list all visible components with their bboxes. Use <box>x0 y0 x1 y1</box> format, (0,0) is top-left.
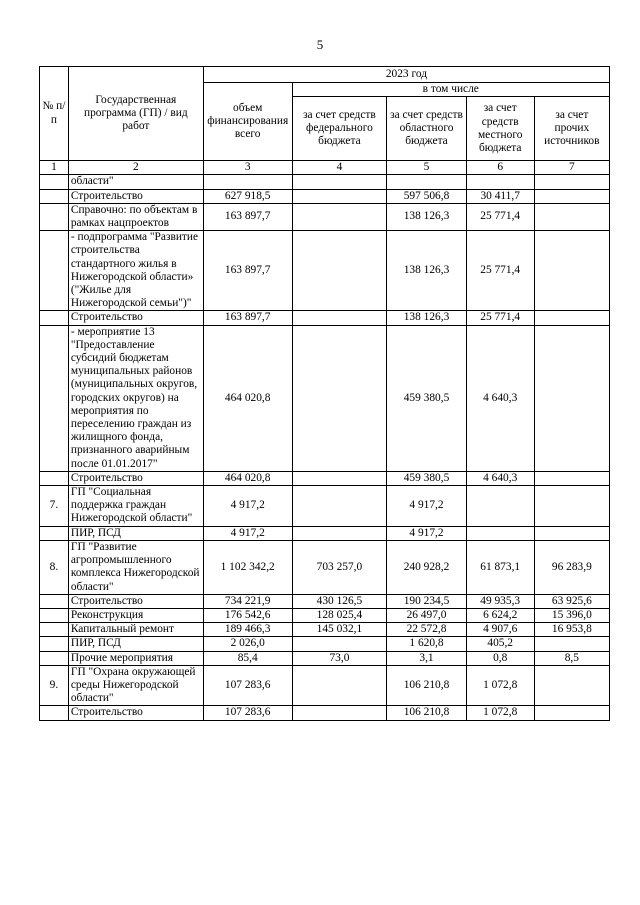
value-local: 30 411,7 <box>466 189 534 203</box>
value-total: 4 917,2 <box>203 486 292 527</box>
value-total: 189 466,3 <box>203 623 292 637</box>
row-name: Строительство <box>68 594 203 608</box>
row-name: ГП "Охрана окружающей среды Нижегородской области" <box>68 665 203 706</box>
value-regional: 106 210,8 <box>387 706 466 720</box>
value-local <box>466 175 534 189</box>
value-federal <box>292 231 387 311</box>
row-number <box>40 637 69 651</box>
value-other <box>534 311 609 325</box>
value-federal <box>292 325 387 471</box>
value-regional: 22 572,8 <box>387 623 466 637</box>
row-name: - мероприятие 13 "Предоставление субсидий бюджетам муниципальных районов (муниципальных округов, городских округов) на мероприятия по переселению граждан из жилищного фонда, признанного аварийным после 01.01.2017" <box>68 325 203 471</box>
row-number <box>40 623 69 637</box>
table-row <box>40 651 610 665</box>
value-federal <box>292 175 387 189</box>
index-cell: 7 <box>534 161 609 175</box>
value-total: 4 917,2 <box>203 526 292 540</box>
value-other: 15 396,0 <box>534 608 609 622</box>
value-total: 2 026,0 <box>203 637 292 651</box>
header-federal: за счет средств федерального бюджета <box>292 97 387 161</box>
value-regional <box>387 175 466 189</box>
row-name: ГП "Развитие агропромышленного комплекса Нижегородской области" <box>68 540 203 594</box>
index-cell: 2 <box>68 161 203 175</box>
value-regional: 4 917,2 <box>387 486 466 527</box>
value-local: 25 771,4 <box>466 231 534 311</box>
table-row <box>40 471 610 485</box>
value-federal <box>292 486 387 527</box>
row-name: Справочно: по объектам в рамках нацпроектов <box>68 203 203 230</box>
index-cell: 6 <box>466 161 534 175</box>
row-number <box>40 203 69 230</box>
header-other: за счет прочих источников <box>534 97 609 161</box>
row-number <box>40 325 69 471</box>
table-row <box>40 175 610 189</box>
value-total: 107 283,6 <box>203 706 292 720</box>
table-row <box>40 608 610 622</box>
table-body <box>40 175 610 720</box>
row-number <box>40 706 69 720</box>
row-number: 7. <box>40 486 69 527</box>
table-row <box>40 540 610 594</box>
table-row <box>40 706 610 720</box>
value-other <box>534 175 609 189</box>
value-regional: 4 917,2 <box>387 526 466 540</box>
row-number: 8. <box>40 540 69 594</box>
value-federal <box>292 311 387 325</box>
value-local <box>466 526 534 540</box>
funding-table <box>39 66 610 721</box>
value-total: 464 020,8 <box>203 325 292 471</box>
value-local <box>466 486 534 527</box>
row-name: ПИР, ПСД <box>68 526 203 540</box>
value-federal <box>292 471 387 485</box>
row-number: 9. <box>40 665 69 706</box>
row-number <box>40 175 69 189</box>
row-name: Капитальный ремонт <box>68 623 203 637</box>
index-cell: 1 <box>40 161 69 175</box>
value-federal: 145 032,1 <box>292 623 387 637</box>
value-local: 1 072,8 <box>466 665 534 706</box>
row-name: ГП "Социальная поддержка граждан Нижегородской области" <box>68 486 203 527</box>
value-total: 176 542,6 <box>203 608 292 622</box>
value-total: 85,4 <box>203 651 292 665</box>
row-number <box>40 311 69 325</box>
table-row <box>40 189 610 203</box>
header-in-total: в том числе <box>292 83 609 97</box>
value-total: 627 918,5 <box>203 189 292 203</box>
value-other <box>534 637 609 651</box>
value-regional: 459 380,5 <box>387 471 466 485</box>
value-local: 49 935,3 <box>466 594 534 608</box>
table-row <box>40 486 610 527</box>
value-regional: 106 210,8 <box>387 665 466 706</box>
value-other <box>534 325 609 471</box>
value-federal <box>292 665 387 706</box>
value-federal <box>292 189 387 203</box>
value-federal: 128 025,4 <box>292 608 387 622</box>
value-total <box>203 175 292 189</box>
value-local: 4 640,3 <box>466 325 534 471</box>
value-regional: 26 497,0 <box>387 608 466 622</box>
value-other <box>534 231 609 311</box>
row-number <box>40 594 69 608</box>
index-cell: 3 <box>203 161 292 175</box>
index-cell: 4 <box>292 161 387 175</box>
value-total: 734 221,9 <box>203 594 292 608</box>
value-local: 4 907,6 <box>466 623 534 637</box>
table-row <box>40 637 610 651</box>
value-federal: 703 257,0 <box>292 540 387 594</box>
value-total: 464 020,8 <box>203 471 292 485</box>
table-row <box>40 526 610 540</box>
value-other <box>534 665 609 706</box>
value-regional: 3,1 <box>387 651 466 665</box>
value-other: 16 953,8 <box>534 623 609 637</box>
table-row <box>40 594 610 608</box>
value-regional: 240 928,2 <box>387 540 466 594</box>
row-number <box>40 471 69 485</box>
row-name: Строительство <box>68 189 203 203</box>
value-local: 405,2 <box>466 637 534 651</box>
header-total: объем финансирования всего <box>203 83 292 161</box>
value-total: 1 102 342,2 <box>203 540 292 594</box>
value-other: 8,5 <box>534 651 609 665</box>
value-local: 61 873,1 <box>466 540 534 594</box>
row-number <box>40 651 69 665</box>
page-number: 5 <box>316 37 324 52</box>
table-row <box>40 623 610 637</box>
header-no: № п/п <box>40 67 69 161</box>
value-federal: 73,0 <box>292 651 387 665</box>
value-regional: 138 126,3 <box>387 311 466 325</box>
value-federal <box>292 637 387 651</box>
table-row <box>40 665 610 706</box>
value-federal: 430 126,5 <box>292 594 387 608</box>
row-name: области" <box>68 175 203 189</box>
row-name: Прочие мероприятия <box>68 651 203 665</box>
row-number <box>40 526 69 540</box>
index-cell: 5 <box>387 161 466 175</box>
value-regional: 138 126,3 <box>387 231 466 311</box>
value-local: 6 624,2 <box>466 608 534 622</box>
value-other <box>534 471 609 485</box>
header-regional: за счет средств областного бюджета <box>387 97 466 161</box>
value-total: 163 897,7 <box>203 311 292 325</box>
header-local: за счет средств местного бюджета <box>466 97 534 161</box>
value-local: 1 072,8 <box>466 706 534 720</box>
table-row <box>40 311 610 325</box>
value-total: 107 283,6 <box>203 665 292 706</box>
row-name: - подпрограмма "Развитие строительства стандартного жилья в Нижегородской области» ("Жилье для Нижегородской семьи")" <box>68 231 203 311</box>
value-regional: 138 126,3 <box>387 203 466 230</box>
value-regional: 190 234,5 <box>387 594 466 608</box>
value-other <box>534 203 609 230</box>
value-federal <box>292 526 387 540</box>
value-other <box>534 189 609 203</box>
value-regional: 459 380,5 <box>387 325 466 471</box>
row-number <box>40 231 69 311</box>
row-name: Реконструкция <box>68 608 203 622</box>
row-number <box>40 189 69 203</box>
row-name: Строительство <box>68 311 203 325</box>
value-federal <box>292 203 387 230</box>
row-name: Строительство <box>68 706 203 720</box>
value-local: 0,8 <box>466 651 534 665</box>
value-other <box>534 486 609 527</box>
value-other <box>534 526 609 540</box>
table-row <box>40 325 610 471</box>
table-row <box>40 203 610 230</box>
value-total: 163 897,7 <box>203 203 292 230</box>
value-other: 96 283,9 <box>534 540 609 594</box>
header-year: 2023 год <box>203 67 609 83</box>
row-name: Строительство <box>68 471 203 485</box>
value-federal <box>292 706 387 720</box>
value-total: 163 897,7 <box>203 231 292 311</box>
value-local: 4 640,3 <box>466 471 534 485</box>
row-name: ПИР, ПСД <box>68 637 203 651</box>
table-row <box>40 231 610 311</box>
value-local: 25 771,4 <box>466 203 534 230</box>
value-regional: 1 620,8 <box>387 637 466 651</box>
value-regional: 597 506,8 <box>387 189 466 203</box>
value-other <box>534 706 609 720</box>
value-other: 63 925,6 <box>534 594 609 608</box>
value-local: 25 771,4 <box>466 311 534 325</box>
row-number <box>40 608 69 622</box>
header-program: Государственная программа (ГП) / вид работ <box>68 67 203 161</box>
